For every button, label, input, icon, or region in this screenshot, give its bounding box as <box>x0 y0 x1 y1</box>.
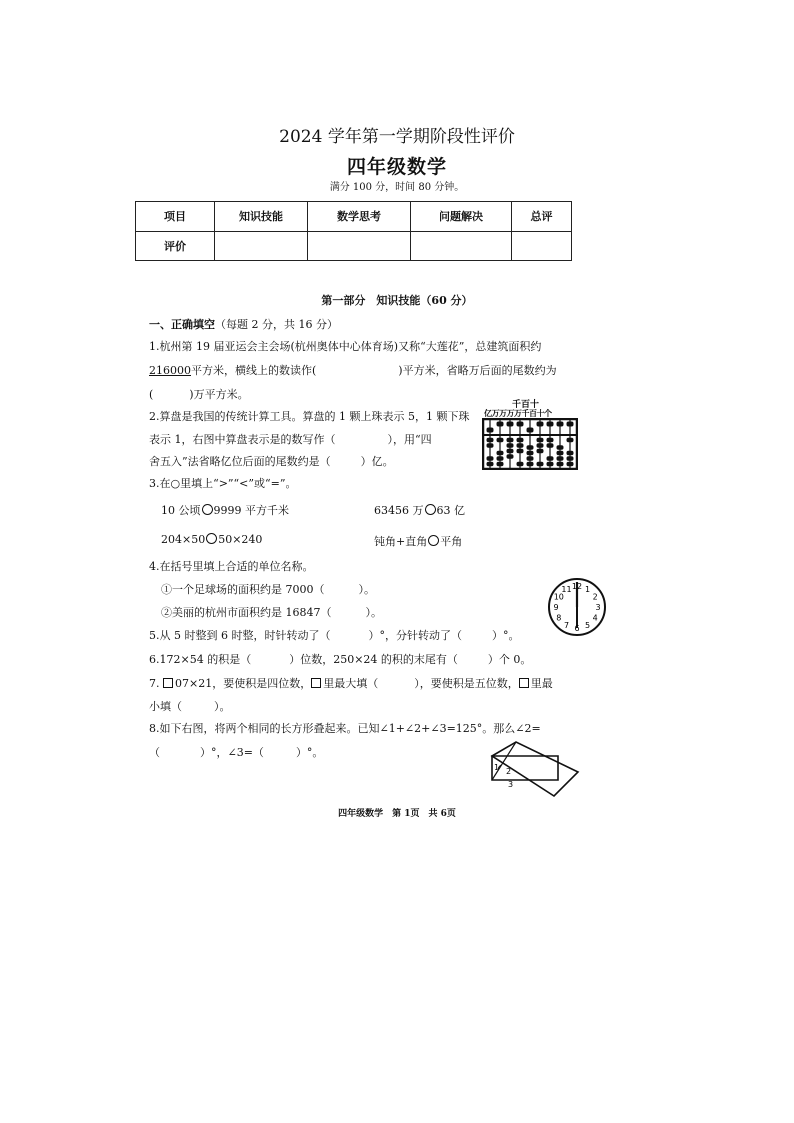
score-table-header-row <box>136 202 572 232</box>
abacus-lower-bead <box>497 456 504 460</box>
abacus-upper-bead <box>527 428 534 433</box>
q3-a-left: 10 公顷 <box>161 504 201 517</box>
q4-text: ）。 <box>358 583 375 596</box>
part-heading <box>149 316 338 332</box>
abacus-upper-bead <box>517 422 524 427</box>
abacus-lower-bead <box>497 451 504 455</box>
digit-box[interactable] <box>163 678 173 688</box>
abacus-top-label: 千百十 <box>512 400 540 410</box>
q7-text: 里最 <box>530 677 553 690</box>
abacus-lower-bead <box>547 438 554 442</box>
q5-line <box>149 627 519 643</box>
q7-line1 <box>149 675 553 691</box>
q3-a-right: 9999 平方千米 <box>213 504 289 517</box>
q2-line3 <box>149 453 394 469</box>
q4-line1: 4.在括号里填上合适的单位名称。 <box>149 560 314 573</box>
q3-b-right: 63 亿 <box>436 504 465 517</box>
abacus-upper-bead <box>487 428 494 433</box>
q8-text: ）°。 <box>295 746 324 759</box>
abacus-lower-bead <box>537 449 544 453</box>
clock-diagram <box>545 576 609 638</box>
page-footer: 四年级数学 第 1页 共 6页 <box>338 809 456 819</box>
abacus-lower-bead <box>537 438 544 442</box>
q1-line2 <box>149 362 557 378</box>
q1-text: )万平方米。 <box>189 388 249 401</box>
q4-text: ①一个足球场的面积约是 7000（ <box>161 583 325 596</box>
q1-line3 <box>149 386 249 402</box>
score-cell[interactable] <box>215 231 308 261</box>
abacus-lower-bead <box>497 462 504 466</box>
score-table-header: 项目 <box>136 202 215 232</box>
compare-circle[interactable] <box>425 504 436 515</box>
abacus-lower-bead <box>527 462 534 466</box>
angle-label: 1 <box>494 763 500 772</box>
abacus-lower-bead <box>547 462 554 466</box>
score-table-row-label: 评价 <box>136 231 215 261</box>
compare-circle[interactable] <box>206 533 217 544</box>
compare-circle[interactable] <box>428 535 439 546</box>
score-table-header: 知识技能 <box>215 202 308 232</box>
angle-label: 2 <box>506 767 512 776</box>
abacus-unit-labels: 亿万万万万千百十个 <box>484 408 552 418</box>
abacus-lower-bead <box>517 449 524 453</box>
score-table <box>135 201 572 261</box>
abacus-lower-bead <box>527 456 534 460</box>
abacus-upper-bead <box>547 422 554 427</box>
q4-text: ②美丽的杭州市面积约是 16847（ <box>161 606 332 619</box>
abacus-lower-bead <box>487 438 494 442</box>
section-title: 第一部分 知识技能（60 分） <box>321 294 473 307</box>
clock-number: 8 <box>556 613 562 623</box>
q3-d-left: 钝角+直角 <box>374 535 428 548</box>
abacus-upper-bead <box>507 422 514 427</box>
q3-c-right: 50×240 <box>218 533 263 546</box>
q4-item1 <box>161 581 375 597</box>
q8-text: （ <box>149 746 160 759</box>
q2-text: ），用“四 <box>387 433 432 446</box>
exam-title: 2024 学年第一学期阶段性评价 <box>279 127 515 147</box>
q7-text: 小填（ <box>149 700 182 713</box>
abacus-lower-bead <box>527 451 534 455</box>
q6-text: ）位数，250×24 的积的末尾有（ <box>289 653 458 666</box>
score-cell[interactable] <box>308 231 411 261</box>
abacus-lower-bead <box>547 443 554 447</box>
q3-item-a <box>161 502 289 518</box>
part-heading-note: （每题 2 分，共 16 分） <box>215 318 338 331</box>
q5-text: ）°。 <box>491 629 520 642</box>
abacus-lower-bead <box>507 454 514 458</box>
exam-subject: 四年级数学 <box>346 156 447 178</box>
clock-number: 1 <box>584 584 591 594</box>
abacus-lower-bead <box>557 456 564 460</box>
q2-line2 <box>149 431 432 447</box>
abacus-lower-bead <box>487 443 494 447</box>
q7-text: ）。 <box>214 700 231 713</box>
q6-line <box>149 651 531 667</box>
abacus-lower-bead <box>537 462 544 466</box>
abacus-upper-bead <box>557 422 564 427</box>
abacus-lower-bead <box>517 443 524 447</box>
q3-item-d <box>374 533 462 549</box>
q1-number: 216000 <box>149 364 191 377</box>
abacus-lower-bead <box>517 438 524 442</box>
clock-number: 9 <box>553 603 559 612</box>
rectangle-b <box>492 742 578 796</box>
clock-number: 10 <box>553 592 564 602</box>
score-cell[interactable] <box>512 231 572 261</box>
abacus-lower-bead <box>547 456 554 460</box>
digit-box[interactable] <box>519 678 529 688</box>
q5-text: 5.从 5 时整到 6 时整，时针转动了（ <box>149 629 331 642</box>
score-cell[interactable] <box>411 231 512 261</box>
q1-text: ( <box>149 388 154 401</box>
q7-text: ），要使积是五位数， <box>414 677 519 690</box>
abacus-upper-bead <box>537 422 544 427</box>
q6-text: ）个 0。 <box>487 653 532 666</box>
q8-line1: 8.如下右图，将两个相同的长方形叠起来。已知∠1+∠2+∠3=125°。那么∠2= <box>149 722 541 735</box>
angle-label: 3 <box>508 780 514 789</box>
compare-circle[interactable] <box>202 504 213 515</box>
q8-text: ）°，∠3=（ <box>200 746 264 759</box>
q3-item-b <box>374 502 465 518</box>
abacus-lower-bead <box>487 462 494 466</box>
q7-text: 07×21，要使积是四位数， <box>175 677 312 690</box>
exam-note: 满分 100 分，时间 80 分钟。 <box>329 182 465 193</box>
part-heading-label: 一、正确填空 <box>149 318 215 331</box>
abacus-lower-bead <box>507 449 514 453</box>
clock-number: 3 <box>595 603 601 612</box>
q2-text: 舍五入”法省略亿位后面的尾数约是（ <box>149 455 331 468</box>
abacus-lower-bead <box>497 438 504 442</box>
abacus-lower-bead <box>527 445 534 449</box>
score-table-header: 数学思考 <box>308 202 411 232</box>
q4-text: ）。 <box>365 606 382 619</box>
abacus-lower-bead <box>557 462 564 466</box>
q8-line2 <box>149 744 323 760</box>
q3-c-left: 204×50 <box>161 533 206 546</box>
q7-text: 7. <box>149 677 163 690</box>
abacus-lower-bead <box>567 438 574 442</box>
abacus-lower-bead <box>537 443 544 447</box>
q3-item-c <box>161 533 262 546</box>
abacus-lower-bead <box>557 445 564 449</box>
abacus-lower-bead <box>487 456 494 460</box>
q7-line2 <box>149 698 231 714</box>
score-table-header: 总评 <box>512 202 572 232</box>
score-table-row <box>136 231 572 261</box>
abacus-lower-bead <box>517 462 524 466</box>
abacus-diagram <box>482 418 578 470</box>
q5-text: ）°，分针转动了（ <box>368 629 462 642</box>
abacus-lower-bead <box>507 438 514 442</box>
abacus-lower-bead <box>567 451 574 455</box>
abacus-lower-bead <box>567 462 574 466</box>
clock-number: 7 <box>563 621 570 631</box>
clock-number: 4 <box>592 613 598 623</box>
q2-line1: 2.算盘是我国的传统计算工具。算盘的 1 颗上珠表示 5，1 颗下珠 <box>149 410 470 423</box>
clock-number: 2 <box>592 592 598 602</box>
clock-number: 6 <box>574 624 580 633</box>
clock-number: 5 <box>584 621 591 631</box>
abacus-lower-bead <box>567 456 574 460</box>
q2-text: 表示 1，右图中算盘表示是的数写作（ <box>149 433 336 446</box>
q3-d-right: 平角 <box>440 535 463 548</box>
clock-number: 11 <box>561 584 572 594</box>
q7-text: 里最大填（ <box>323 677 379 690</box>
q1-text: 平方米，横线上的数读作( <box>191 364 317 377</box>
score-table-header: 问题解决 <box>411 202 512 232</box>
digit-box[interactable] <box>311 678 321 688</box>
abacus-upper-bead <box>497 422 504 427</box>
overlapping-rectangles-figure <box>486 736 582 804</box>
abacus-lower-bead <box>507 443 514 447</box>
abacus-upper-bead <box>567 422 574 427</box>
q6-text: 6.172×54 的积是（ <box>149 653 252 666</box>
q4-item2 <box>161 604 382 620</box>
q3-line1: 3.在○里填上“>”“<”或“=”。 <box>149 477 297 490</box>
q3-b-left: 63456 万 <box>374 504 424 517</box>
q1-text: )平方米，省略万后面的尾数约为 <box>398 364 557 377</box>
q2-text: ）亿。 <box>360 455 394 468</box>
q1-line1: 1.杭州第 19 届亚运会主会场(杭州奥体中心体育场)又称“大莲花”，总建筑面积约 <box>149 340 542 353</box>
clock-number: 12 <box>571 582 583 591</box>
abacus-lower-bead <box>557 451 564 455</box>
